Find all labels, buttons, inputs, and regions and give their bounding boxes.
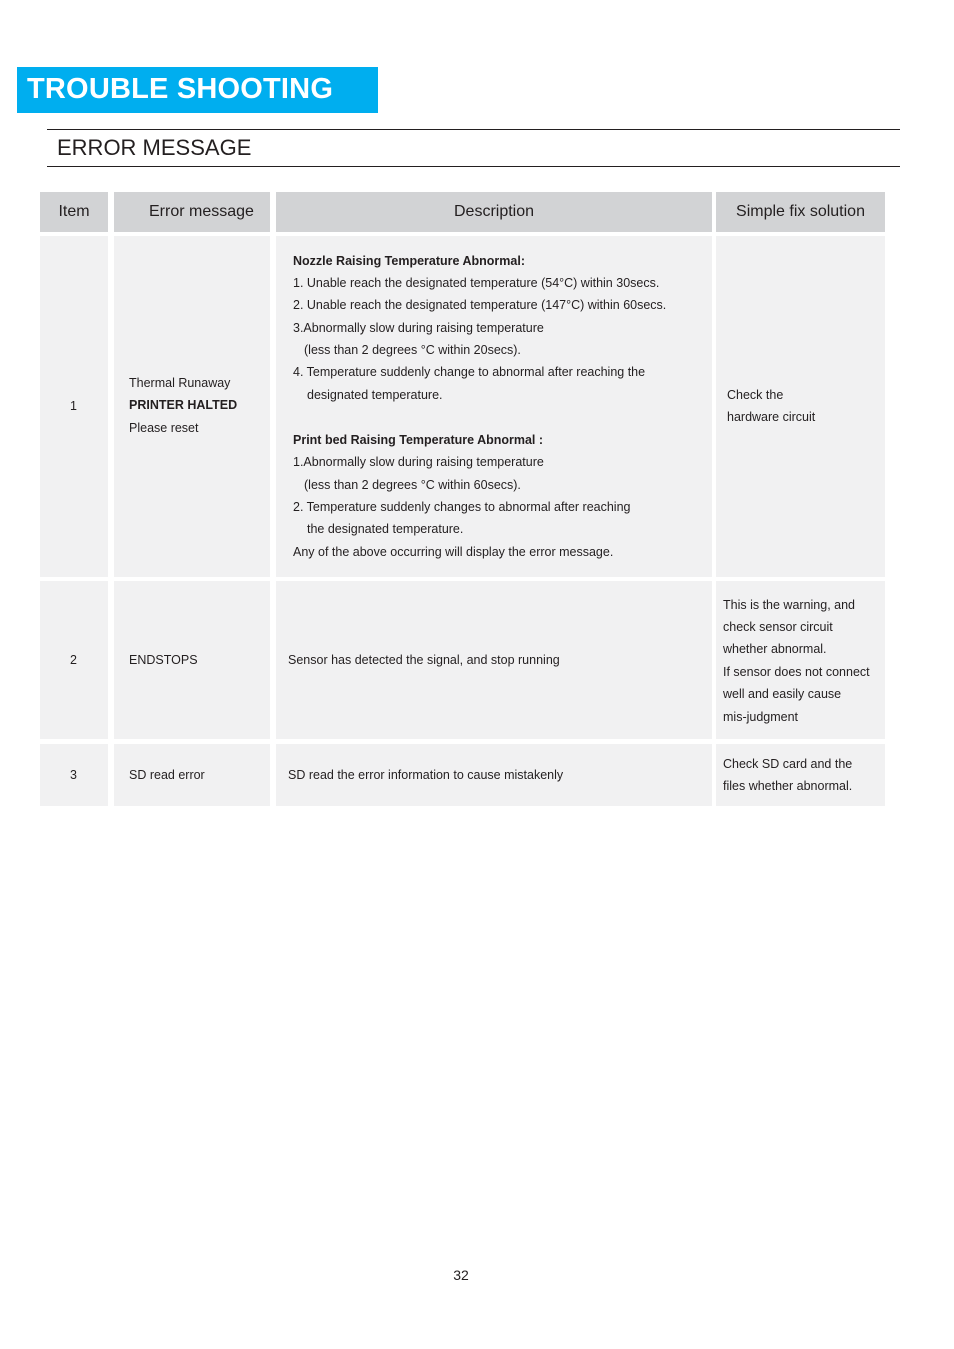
header-description xyxy=(276,192,712,232)
header-error-message-label: Error message xyxy=(149,203,254,220)
header-item-label: Item xyxy=(58,203,90,220)
section-title: ERROR MESSAGE xyxy=(57,135,252,160)
row-2-item: 2 xyxy=(70,653,77,667)
row-1-description-line: Any of the above occurring will display the error message. xyxy=(293,545,614,559)
header-fix xyxy=(716,192,885,232)
row-2-error-line: ENDSTOPS xyxy=(129,653,198,667)
row-1-description-line: 1. Unable reach the designated temperature (54°C) within 30secs. xyxy=(293,276,660,290)
row-2-description-cell xyxy=(276,581,712,739)
row-3-fix-line: files whether abnormal. xyxy=(723,779,853,793)
row-2-fix-line: whether abnormal. xyxy=(723,642,827,656)
row-1-description-line: 3.Abnormally slow during raising temperature xyxy=(293,321,544,335)
row-3-error-cell xyxy=(114,744,270,806)
row-1-description-cell xyxy=(276,236,712,577)
row-1-description-line: (less than 2 degrees °C within 20secs). xyxy=(304,343,521,357)
row-3-description-cell xyxy=(276,744,712,806)
row-1-description-line: 4. Temperature suddenly change to abnormal after reaching the xyxy=(293,365,646,379)
section-bottom-rule xyxy=(47,166,900,167)
row-2-description-line: Sensor has detected the signal, and stop running xyxy=(288,653,560,667)
header-fix-label: Simple fix solution xyxy=(736,203,865,220)
trouble-shooting-banner xyxy=(17,67,378,113)
row-2-item-cell xyxy=(40,581,108,739)
row-1-error-cell xyxy=(114,236,270,577)
banner-title: TROUBLE SHOOTING xyxy=(27,73,334,105)
row-1-item: 1 xyxy=(70,399,77,413)
row-2-fix-cell xyxy=(716,581,885,739)
section-top-rule xyxy=(47,129,900,130)
row-3-fix-cell xyxy=(716,744,885,806)
row-1-description-line: Print bed Raising Temperature Abnormal : xyxy=(293,433,544,447)
row-3-item: 3 xyxy=(70,768,77,782)
row-2-fix-line: well and easily cause xyxy=(723,687,842,701)
page-number: 32 xyxy=(453,1267,469,1283)
header-item xyxy=(40,192,108,232)
row-1-description-line: designated temperature. xyxy=(307,388,443,402)
row-1-description-line: 2. Temperature suddenly changes to abnormal after reaching xyxy=(293,500,631,514)
row-1-description-line: 2. Unable reach the designated temperature (147°C) within 60secs. xyxy=(293,298,667,312)
row-3-description-line: SD read the error information to cause mistakenly xyxy=(288,768,564,782)
header-error-message xyxy=(114,192,270,232)
row-3-fix-line: Check SD card and the xyxy=(723,757,853,771)
row-2-error-cell xyxy=(114,581,270,739)
row-3-item-cell xyxy=(40,744,108,806)
row-2-fix-line: mis-judgment xyxy=(723,710,799,724)
row-1-description-line: Nozzle Raising Temperature Abnormal: xyxy=(293,254,525,268)
row-1-error-line: Thermal Runaway xyxy=(129,376,231,390)
row-1-description-line: the designated temperature. xyxy=(307,522,464,536)
row-2-fix-line: check sensor circuit xyxy=(723,620,833,634)
row-3-error-line: SD read error xyxy=(129,768,205,782)
row-1-item-cell xyxy=(40,236,108,577)
row-1-error-line: Please reset xyxy=(129,421,199,435)
row-2-fix-line: This is the warning, and xyxy=(723,598,856,612)
row-1-fix-line: hardware circuit xyxy=(727,410,816,424)
row-1-error-line: PRINTER HALTED xyxy=(129,398,238,412)
row-1-description-line: 1.Abnormally slow during raising temperature xyxy=(293,455,544,469)
row-1-fix-cell xyxy=(716,236,885,577)
row-2-fix-line: If sensor does not connect xyxy=(723,665,870,679)
header-description-label: Description xyxy=(453,203,535,220)
row-1-fix-line: Check the xyxy=(727,388,784,402)
row-1-description-line: (less than 2 degrees °C within 60secs). xyxy=(304,478,521,492)
